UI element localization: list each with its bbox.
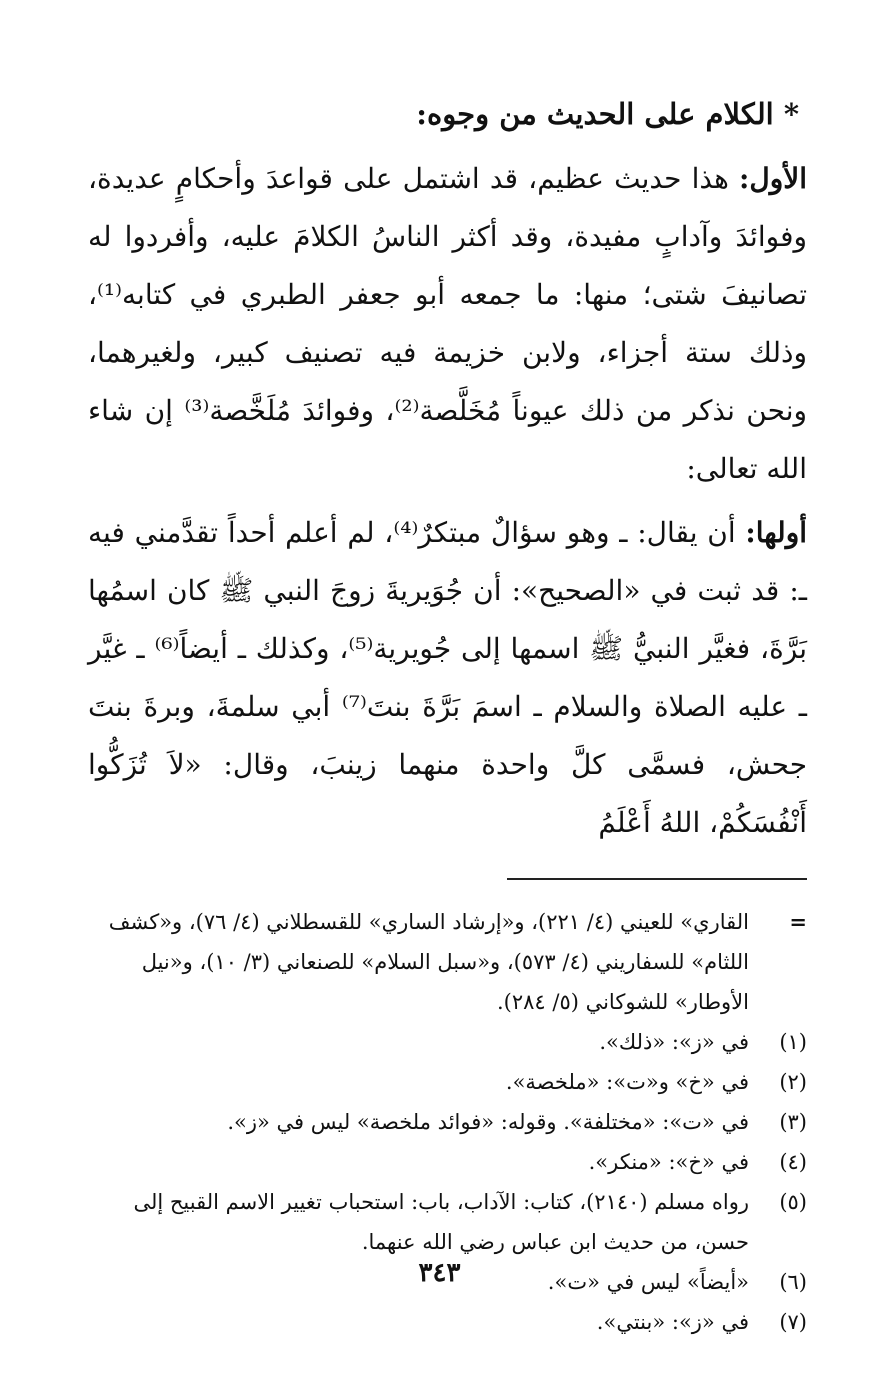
footnote-text: في «ز»: «ذلك».: [599, 1030, 749, 1054]
footnote-number: (١): [779, 1030, 807, 1054]
footnote-number: (٧): [779, 1310, 807, 1334]
footnote-number: (٤): [779, 1150, 807, 1174]
paragraph-lead: الأول:: [739, 162, 807, 195]
footnote-text: رواه مسلم (٢١٤٠)، كتاب: الآداب، باب: استحباب تغيير الاسم القبيح إلى حسن، من حديث ابن عباس رضي الله عنهما.: [133, 1190, 749, 1254]
footnote-item: [88, 1302, 807, 1342]
footnote-text: في «ت»: «مختلفة». وقوله: «فوائد ملخصة» ليس في «ز».: [227, 1110, 749, 1134]
footnote-item: [88, 1102, 807, 1142]
footnote-number: (٥): [779, 1190, 807, 1214]
footnote-text: القاري» للعيني (٤/ ٢٢١)، و«إرشاد الساري» للقسطلاني (٤/ ٧٦)، و«كشف اللثام» للسفاريني (٤/ ٥٧٣)، و«سبل السلام» للصنعاني (٣/ ١٠)، و«نيل الأوطار» للشوكاني (٥/ ٢٨٤).: [108, 910, 749, 1014]
section-heading: * الكلام على الحديث من وجوه:: [416, 97, 799, 131]
paragraph-first: [88, 150, 807, 498]
footnote-divider: [507, 878, 807, 880]
footnote-number: (٣): [779, 1110, 807, 1134]
footnote-number: (٢): [779, 1070, 807, 1094]
footnote-continued: [88, 902, 807, 1022]
paragraph-text: هذا حديث عظيم، قد اشتمل على قواعدَ وأحكامٍ عديدة، وفوائدَ وآدابٍ مفيدة، وقد أكثر الناسُ الكلامَ عليه، وأفردوا له تصانيفَ شتى؛ منها: ما جمعه أبو جعفر الطبري في كتابه⁽¹⁾، وذلك ستة أجزاء، ولابن خزيمة فيه تصنيف كبير، ولغيرهما، ونحن نذكر من ذلك عيوناً مُخَلَّصة⁽²⁾، وفوائدَ مُلَخَّصة⁽³⁾ إن شاء الله تعالى:: [88, 162, 808, 485]
footnote-item: [88, 1182, 807, 1262]
footnote-text: في «خ» و«ت»: «ملخصة».: [505, 1070, 749, 1094]
footnote-item: [88, 1062, 807, 1102]
paragraph-lead: أولها:: [745, 516, 807, 549]
paragraph-second: [88, 504, 807, 852]
footnote-item: [88, 1142, 807, 1182]
footnote-item: [88, 1022, 807, 1062]
footnote-text: في «ز»: «بنتي».: [596, 1310, 749, 1334]
footnote-text: «أيضاً» ليس في «ت».: [547, 1270, 749, 1294]
footnote-text: في «خ»: «منكر».: [588, 1150, 749, 1174]
page-number: ٣٤٣: [418, 1258, 461, 1288]
footnote-marker: =: [789, 909, 807, 934]
paragraph-text: أن يقال: ـ وهو سؤالٌ مبتكرٌ⁽⁴⁾، لم أعلم أحداً تقدَّمني فيه ـ: قد ثبت في «الصحيح»: أن جُوَيريةَ زوجَ النبي ﷺ كان اسمُها بَرَّةَ، فغيَّر النبيُّ ﷺ اسمها إلى جُويرية⁽⁵⁾، وكذلك ـ أيضاً⁽⁶⁾ ـ غيَّر ـ عليه الصلاة والسلام ـ اسمَ بَرَّةَ بنتَ⁽⁷⁾ أبي سلمةَ، وبرةَ بنتَ جحش، فسمَّى كلَّ واحدة منهما زينبَ، وقال: «لاَ تُزَكُّوا أَنْفُسَكُمْ، اللهُ أَعْلَمُ: [88, 516, 807, 839]
footnote-number: (٦): [779, 1270, 807, 1294]
